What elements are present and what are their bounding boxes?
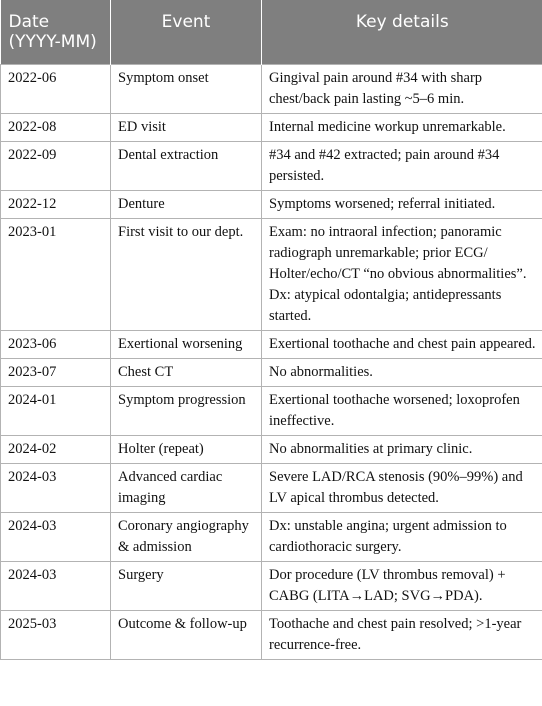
table-row [1, 113, 542, 141]
event-cell: Symptom progression [111, 386, 262, 435]
event-cell: First visit to our dept. [111, 218, 262, 330]
date-cell: 2024-02 [1, 435, 111, 463]
header-key-details: Key details [262, 0, 542, 64]
table-row [1, 218, 542, 330]
event-cell: ED visit [111, 113, 262, 141]
date-cell: 2022-06 [1, 64, 111, 113]
details-cell: #34 and #42 extracted; pain around #34 persisted. [262, 141, 542, 190]
date-cell: 2024-01 [1, 386, 111, 435]
date-cell: 2024-03 [1, 561, 111, 610]
table-row [1, 463, 542, 512]
date-cell: 2023-06 [1, 330, 111, 358]
event-cell: Surgery [111, 561, 262, 610]
table-row [1, 190, 542, 218]
event-cell: Chest CT [111, 358, 262, 386]
details-cell: Dx: unstable angina; urgent admission to cardiothoracic surgery. [262, 512, 542, 561]
event-cell: Outcome & follow-up [111, 610, 262, 659]
date-cell: 2025-03 [1, 610, 111, 659]
table-row [1, 358, 542, 386]
date-cell: 2022-12 [1, 190, 111, 218]
event-cell: Symptom onset [111, 64, 262, 113]
event-cell: Coronary angiography & admission [111, 512, 262, 561]
date-cell: 2022-08 [1, 113, 111, 141]
details-cell: Gingival pain around #34 with sharp chest/back pain lasting ~5–6 min. [262, 64, 542, 113]
date-cell: 2023-07 [1, 358, 111, 386]
event-cell: Exertional worsening [111, 330, 262, 358]
header-row [1, 0, 542, 64]
details-cell: No abnormalities at primary clinic. [262, 435, 542, 463]
header-date: Date (YYYY-MM) [1, 0, 111, 64]
header-event: Event [111, 0, 262, 64]
date-cell: 2022-09 [1, 141, 111, 190]
details-cell: Toothache and chest pain resolved; >1-year recurrence-free. [262, 610, 542, 659]
table-row [1, 512, 542, 561]
details-cell: Exam: no intraoral infection; panoramic radiograph unremarkable; prior ECG/ Holter/echo/CT “no obvious abnormalities”. Dx: atypical odontalgia; antidepressants started. [262, 218, 542, 330]
event-cell: Holter (repeat) [111, 435, 262, 463]
details-cell: Symptoms worsened; referral initiated. [262, 190, 542, 218]
date-cell: 2023-01 [1, 218, 111, 330]
table-row [1, 386, 542, 435]
event-cell: Dental extraction [111, 141, 262, 190]
table-row [1, 610, 542, 659]
table-body [1, 64, 542, 659]
table-row [1, 330, 542, 358]
event-cell: Denture [111, 190, 262, 218]
table-row [1, 435, 542, 463]
table-row [1, 64, 542, 113]
date-cell: 2024-03 [1, 512, 111, 561]
details-cell: Severe LAD/RCA stenosis (90%–99%) and LV apical thrombus detected. [262, 463, 542, 512]
event-cell: Advanced cardiac imaging [111, 463, 262, 512]
details-cell: Exertional toothache and chest pain appeared. [262, 330, 542, 358]
table-row [1, 561, 542, 610]
details-cell: Internal medicine workup unremarkable. [262, 113, 542, 141]
details-cell: Dor procedure (LV thrombus removal) + CABG (LITA→LAD; SVG→PDA). [262, 561, 542, 610]
table-row [1, 141, 542, 190]
details-cell: No abnormalities. [262, 358, 542, 386]
details-cell: Exertional toothache worsened; loxoprofen ineffective. [262, 386, 542, 435]
date-cell: 2024-03 [1, 463, 111, 512]
